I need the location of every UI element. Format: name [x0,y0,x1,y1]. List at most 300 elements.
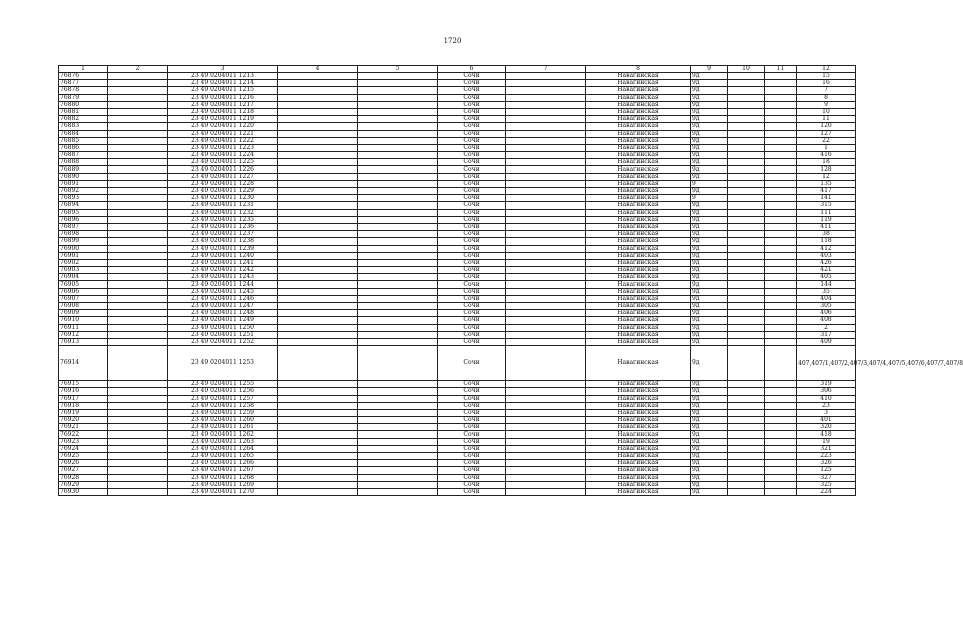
empty-cell [506,453,586,460]
street-cell: Навагинская [586,460,691,467]
class-cell: 9д [691,288,728,295]
street-cell: Навагинская [586,180,691,187]
table-row [59,123,856,130]
empty-cell [765,223,797,230]
empty-cell [765,467,797,474]
street-cell: Навагинская [586,252,691,259]
empty-cell [728,388,765,395]
table-row [59,137,856,144]
empty-cell [358,202,438,209]
empty-cell [358,195,438,202]
empty-cell [108,310,168,317]
city-cell: Сочи [438,108,506,115]
empty-cell [108,467,168,474]
street-cell: Навагинская [586,481,691,488]
table-row [59,438,856,445]
empty-cell [765,209,797,216]
class-cell: 9д [691,481,728,488]
empty-cell [358,453,438,460]
class-cell: 9д [691,381,728,388]
city-cell: Сочи [438,231,506,238]
house-number-cell: 321 [797,445,856,452]
empty-cell [765,188,797,195]
record-number-cell: 76917 [59,395,108,402]
table-row [59,402,856,409]
empty-cell [278,180,358,187]
table-row [59,216,856,223]
empty-cell [765,108,797,115]
record-number-cell: 76886 [59,144,108,151]
record-number-cell: 76890 [59,173,108,180]
cadastral-code-cell: 23 49 0204011 1261 [168,424,278,431]
empty-cell [108,402,168,409]
empty-cell [765,73,797,80]
table-row [59,267,856,274]
record-number-cell: 76884 [59,130,108,137]
empty-cell [765,159,797,166]
table-row [59,202,856,209]
street-cell: Навагинская [586,281,691,288]
record-number-cell: 76927 [59,467,108,474]
empty-cell [278,166,358,173]
empty-cell [506,223,586,230]
empty-cell [765,123,797,130]
empty-cell [765,431,797,438]
empty-cell [728,303,765,310]
cadastral-code-cell: 23 49 0204011 1237 [168,231,278,238]
empty-cell [765,445,797,452]
house-number-cell: 12 [797,173,856,180]
record-number-cell: 76899 [59,238,108,245]
table-row [59,488,856,495]
empty-cell [278,159,358,166]
class-cell: 9д [691,173,728,180]
empty-cell [278,195,358,202]
class-cell: 9д [691,488,728,495]
city-cell: Сочи [438,346,506,381]
empty-cell [358,381,438,388]
empty-cell [358,188,438,195]
cadastral-code-cell: 23 49 0204011 1230 [168,195,278,202]
empty-cell [278,438,358,445]
street-cell: Навагинская [586,223,691,230]
empty-cell [278,252,358,259]
house-number-cell: 315 [797,202,856,209]
empty-cell [506,144,586,151]
empty-cell [358,116,438,123]
table-row [59,388,856,395]
empty-cell [728,460,765,467]
class-cell: 9д [691,438,728,445]
cadastral-code-cell: 23 49 0204011 1259 [168,409,278,416]
empty-cell [728,223,765,230]
empty-cell [358,252,438,259]
empty-cell [728,431,765,438]
empty-cell [728,445,765,452]
cadastral-code-cell: 23 49 0204011 1268 [168,474,278,481]
column-header: 7 [506,66,586,73]
record-number-cell: 76910 [59,317,108,324]
cadastral-code-cell: 23 49 0204011 1223 [168,144,278,151]
empty-cell [765,460,797,467]
empty-cell [278,424,358,431]
street-cell: Навагинская [586,108,691,115]
city-cell: Сочи [438,259,506,266]
empty-cell [506,116,586,123]
street-cell: Навагинская [586,388,691,395]
empty-cell [728,409,765,416]
empty-cell [765,402,797,409]
empty-cell [278,108,358,115]
city-cell: Сочи [438,417,506,424]
street-cell: Навагинская [586,488,691,495]
empty-cell [765,80,797,87]
street-cell: Навагинская [586,152,691,159]
empty-cell [108,188,168,195]
record-number-cell: 76883 [59,123,108,130]
empty-cell [728,274,765,281]
empty-cell [278,245,358,252]
empty-cell [108,116,168,123]
street-cell: Навагинская [586,445,691,452]
city-cell: Сочи [438,195,506,202]
record-number-cell: 76905 [59,281,108,288]
empty-cell [358,310,438,317]
house-number-cell: 320 [797,424,856,431]
empty-cell [358,288,438,295]
empty-cell [728,73,765,80]
empty-cell [506,259,586,266]
table-row [59,231,856,238]
empty-cell [108,137,168,144]
street-cell: Навагинская [586,245,691,252]
empty-cell [278,101,358,108]
street-cell: Навагинская [586,80,691,87]
house-number-cell: 111 [797,209,856,216]
class-cell: 9д [691,474,728,481]
empty-cell [108,216,168,223]
street-cell: Навагинская [586,87,691,94]
cadastral-code-cell: 23 49 0204011 1218 [168,108,278,115]
class-cell: 9д [691,94,728,101]
city-cell: Сочи [438,395,506,402]
cadastral-code-cell: 23 49 0204011 1266 [168,460,278,467]
column-header: 9 [691,66,728,73]
empty-cell [506,324,586,331]
empty-cell [765,101,797,108]
table-row [59,152,856,159]
empty-cell [728,238,765,245]
city-cell: Сочи [438,474,506,481]
empty-cell [358,274,438,281]
empty-cell [278,274,358,281]
city-cell: Сочи [438,281,506,288]
empty-cell [358,87,438,94]
empty-cell [108,202,168,209]
cadastral-code-cell: 23 49 0204011 1250 [168,324,278,331]
empty-cell [765,331,797,338]
empty-cell [506,166,586,173]
empty-cell [728,310,765,317]
class-cell: 9д [691,274,728,281]
empty-cell [358,245,438,252]
table-row [59,195,856,202]
empty-cell [765,166,797,173]
house-number-cell: 35 [797,288,856,295]
empty-cell [108,238,168,245]
class-cell: 9д [691,303,728,310]
table-row [59,409,856,416]
empty-cell [278,267,358,274]
record-number-cell: 76876 [59,73,108,80]
registry-table [58,65,963,496]
column-header: 11 [765,66,797,73]
empty-cell [728,252,765,259]
street-cell: Навагинская [586,209,691,216]
empty-cell [358,324,438,331]
empty-cell [765,173,797,180]
empty-cell [278,202,358,209]
house-number-cell: 2 [797,324,856,331]
city-cell: Сочи [438,324,506,331]
cadastral-code-cell: 23 49 0204011 1267 [168,467,278,474]
table-row [59,245,856,252]
empty-cell [358,173,438,180]
empty-cell [728,101,765,108]
city-cell: Сочи [438,381,506,388]
record-number-cell: 76895 [59,209,108,216]
empty-cell [278,137,358,144]
empty-cell [506,402,586,409]
cadastral-code-cell: 23 49 0204011 1226 [168,166,278,173]
house-number-cell: 305 [797,303,856,310]
city-cell: Сочи [438,223,506,230]
house-number-cell: 1 [797,144,856,151]
cadastral-code-cell: 23 49 0204011 1249 [168,317,278,324]
empty-cell [358,144,438,151]
empty-cell [358,101,438,108]
record-number-cell: 76922 [59,431,108,438]
empty-cell [728,108,765,115]
table-row [59,453,856,460]
empty-cell [108,438,168,445]
empty-cell [358,152,438,159]
empty-cell [278,431,358,438]
empty-cell [108,73,168,80]
record-number-cell: 76914 [59,346,108,381]
empty-cell [506,417,586,424]
city-cell: Сочи [438,331,506,338]
column-header: 10 [728,66,765,73]
cadastral-code-cell: 23 49 0204011 1216 [168,94,278,101]
empty-cell [278,310,358,317]
class-cell: 9д [691,73,728,80]
empty-cell [506,274,586,281]
house-number-cell: 22 [797,137,856,144]
column-header: 2 [108,66,168,73]
city-cell: Сочи [438,481,506,488]
column-header: 3 [168,66,278,73]
empty-cell [278,324,358,331]
empty-cell [278,460,358,467]
empty-cell [765,274,797,281]
empty-cell [728,259,765,266]
empty-cell [765,288,797,295]
class-cell: 9д [691,267,728,274]
empty-cell [728,288,765,295]
table-row [59,303,856,310]
empty-cell [765,180,797,187]
cadastral-code-cell: 23 49 0204011 1245 [168,288,278,295]
empty-cell [765,317,797,324]
empty-cell [506,202,586,209]
table-row [59,108,856,115]
city-cell: Сочи [438,87,506,94]
empty-cell [765,338,797,345]
empty-cell [765,324,797,331]
empty-cell [728,159,765,166]
empty-cell [765,267,797,274]
record-number-cell: 76929 [59,481,108,488]
city-cell: Сочи [438,159,506,166]
empty-cell [108,288,168,295]
city-cell: Сочи [438,438,506,445]
city-cell: Сочи [438,152,506,159]
record-number-cell: 76888 [59,159,108,166]
empty-cell [358,303,438,310]
empty-cell [765,130,797,137]
city-cell: Сочи [438,431,506,438]
empty-cell [278,303,358,310]
cadastral-code-cell: 23 49 0204011 1225 [168,159,278,166]
empty-cell [728,474,765,481]
empty-cell [358,431,438,438]
empty-cell [108,431,168,438]
empty-cell [108,87,168,94]
record-number-cell: 76885 [59,137,108,144]
empty-cell [728,338,765,345]
house-number-cell: 127 [797,130,856,137]
city-cell: Сочи [438,80,506,87]
house-number-cell: 10 [797,108,856,115]
empty-cell [506,216,586,223]
cadastral-code-cell: 23 49 0204011 1224 [168,152,278,159]
header-row [59,66,856,73]
house-number-cell: 135 [797,180,856,187]
city-cell: Сочи [438,202,506,209]
class-cell: 9д [691,87,728,94]
table-row [59,460,856,467]
empty-cell [506,152,586,159]
table-row [59,173,856,180]
street-cell: Навагинская [586,173,691,180]
empty-cell [108,173,168,180]
cadastral-code-cell: 23 49 0204011 1247 [168,303,278,310]
empty-cell [506,424,586,431]
cadastral-code-cell: 23 49 0204011 1238 [168,238,278,245]
empty-cell [108,453,168,460]
record-number-cell: 76902 [59,259,108,266]
street-cell: Навагинская [586,402,691,409]
empty-cell [278,223,358,230]
empty-cell [728,195,765,202]
class-cell: 9д [691,137,728,144]
class-cell: 9д [691,116,728,123]
empty-cell [506,317,586,324]
empty-cell [358,445,438,452]
record-number-cell: 76930 [59,488,108,495]
record-number-cell: 76907 [59,295,108,302]
cadastral-code-cell: 23 49 0204011 1242 [168,267,278,274]
city-cell: Сочи [438,453,506,460]
empty-cell [108,123,168,130]
street-cell: Навагинская [586,395,691,402]
city-cell: Сочи [438,267,506,274]
empty-cell [278,481,358,488]
cadastral-code-cell: 23 49 0204011 1228 [168,180,278,187]
class-cell: 9д [691,346,728,381]
empty-cell [108,445,168,452]
street-cell: Навагинская [586,310,691,317]
city-cell: Сочи [438,144,506,151]
city-cell: Сочи [438,73,506,80]
empty-cell [728,94,765,101]
cadastral-code-cell: 23 49 0204011 1240 [168,252,278,259]
record-number-cell: 76893 [59,195,108,202]
record-number-cell: 76880 [59,101,108,108]
table-row [59,281,856,288]
street-cell: Навагинская [586,202,691,209]
column-header: 4 [278,66,358,73]
empty-cell [728,402,765,409]
empty-cell [358,159,438,166]
empty-cell [765,231,797,238]
empty-cell [278,116,358,123]
house-number-cell: 223 [797,453,856,460]
empty-cell [765,438,797,445]
house-number-cell: 325 [797,481,856,488]
empty-cell [506,338,586,345]
empty-cell [278,409,358,416]
empty-cell [108,331,168,338]
empty-cell [765,381,797,388]
empty-cell [728,438,765,445]
empty-cell [506,395,586,402]
street-cell: Навагинская [586,438,691,445]
empty-cell [728,481,765,488]
empty-cell [728,346,765,381]
record-number-cell: 76909 [59,310,108,317]
record-number-cell: 76901 [59,252,108,259]
house-number-cell: 405 [797,274,856,281]
street-cell: Навагинская [586,195,691,202]
street-cell: Навагинская [586,166,691,173]
empty-cell [728,295,765,302]
class-cell: 9 [691,195,728,202]
record-number-cell: 76921 [59,424,108,431]
class-cell: 9д [691,409,728,416]
empty-cell [278,87,358,94]
empty-cell [765,388,797,395]
empty-cell [278,388,358,395]
city-cell: Сочи [438,116,506,123]
empty-cell [765,481,797,488]
city-cell: Сочи [438,188,506,195]
empty-cell [278,259,358,266]
cadastral-code-cell: 23 49 0204011 1246 [168,295,278,302]
table-row [59,424,856,431]
record-number-cell: 76877 [59,80,108,87]
